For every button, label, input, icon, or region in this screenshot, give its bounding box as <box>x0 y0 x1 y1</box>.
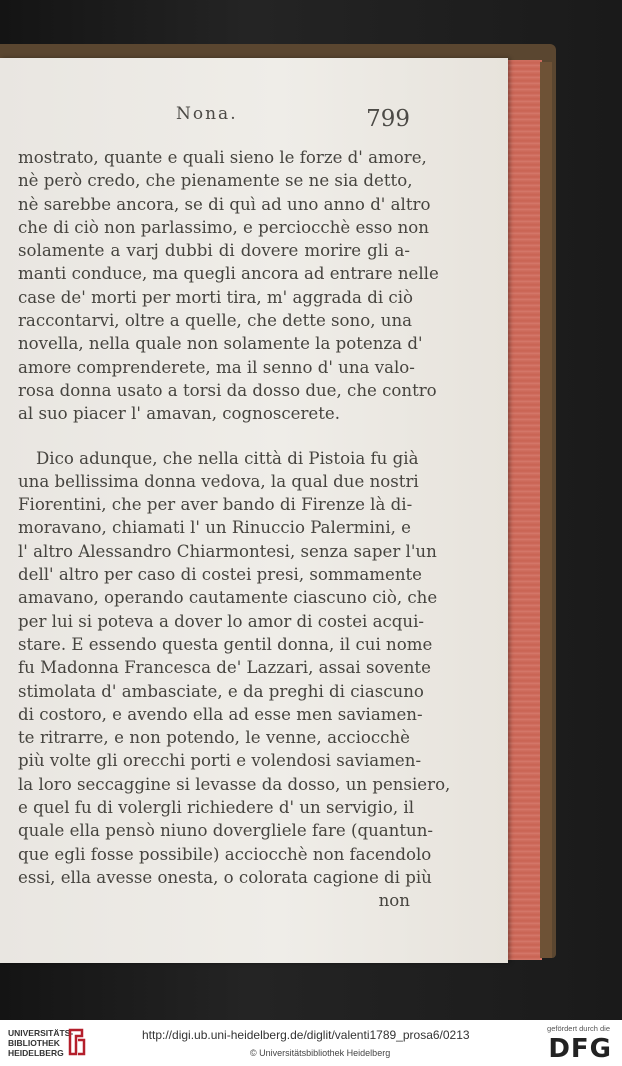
text-line: l' altro Alessandro Chiarmontesi, senza saper l'un <box>18 541 437 561</box>
text-line: novella, nella quale non solamente la potenza d' <box>18 334 423 354</box>
text-line: raccontarvi, oltre a quelle, che dette sono, una <box>18 311 413 331</box>
library-logo <box>8 1028 73 1058</box>
text-line: Fiorentini, che per aver bando di Firenze là di- <box>18 495 413 515</box>
dfg-logo: DFG <box>548 1034 612 1064</box>
text-line: la loro seccaggine si levasse da dosso, un pensiero, <box>18 774 451 794</box>
text-line: fu Madonna Francesca de' Lazzari, assai sovente <box>18 658 431 678</box>
source-url-link[interactable]: http://digi.ub.uni-heidelberg.de/diglit/valenti1789_prosa6/0213 <box>142 1028 470 1042</box>
paragraph-1 <box>18 146 439 426</box>
text-line: dell' altro per caso di costei presi, sommamente <box>18 565 422 585</box>
text-line: al suo piacer l' amavan, cognoscerete. <box>18 404 340 424</box>
text-line: nè sarebbe ancora, se di quì ad uno anno d' altro <box>18 194 431 214</box>
text-line: di costoro, e avendo ella ad esse men saviamen- <box>18 704 423 724</box>
text-line: manti conduce, ma quegli ancora ad entrare nelle <box>18 264 439 284</box>
paragraph-2 <box>18 447 451 890</box>
page-edge-red <box>508 60 542 960</box>
text-line: rosa donna usato a torsi da dosso due, che contro <box>18 380 437 400</box>
book-spine-edge <box>540 62 552 958</box>
text-line: per lui si poteva a dover lo amor di costei acqui- <box>18 611 425 631</box>
text-line: amore comprenderete, ma il senno d' una valo- <box>18 357 415 377</box>
text-line: solamente a varj dubbi di dovere morire gli a- <box>18 241 410 261</box>
library-mark-icon <box>66 1026 86 1058</box>
text-line: moravano, chiamati l' un Rinuccio Palermini, e <box>18 518 412 538</box>
text-line: stimolata d' ambasciate, e da preghi di ciascuno <box>18 681 424 701</box>
text-line: una bellissima donna vedova, la qual due nostri <box>18 471 419 491</box>
library-name-line3: HEIDELBERG <box>8 1048 64 1058</box>
copyright-text: © Universitätsbibliothek Heidelberg <box>250 1048 391 1058</box>
text-line: mostrato, quante e quali sieno le forze d' amore, <box>18 148 427 167</box>
library-name-line1: UNIVERSITÄTS- <box>8 1028 74 1038</box>
text-line: nè però credo, che pienamente se ne sia detto, <box>18 171 413 191</box>
page-number: 799 <box>366 106 410 132</box>
body-text <box>18 146 451 913</box>
text-line: e quel fu di volergli richiedere d' un servigio, il <box>18 798 415 818</box>
text-line: Dico adunque, che nella città di Pistoia fu già <box>36 448 419 468</box>
dfg-funding-note: gefördert durch die <box>547 1024 610 1033</box>
text-line: case de' morti per morti tira, m' aggrada di ciò <box>18 287 414 307</box>
text-line: amavano, operando cautamente ciascuno ciò, che <box>18 588 438 608</box>
catchword: non <box>378 891 410 911</box>
footer-bar <box>0 1020 622 1066</box>
text-line: che di ciò non parlassimo, e perciocchè esso non <box>18 217 429 237</box>
library-name-line2: BIBLIOTHEK <box>8 1038 60 1048</box>
text-line: essi, ella avesse onesta, o colorata cagione di più <box>18 867 432 887</box>
text-line: te ritrarre, e non potendo, le venne, acciocchè <box>18 728 410 748</box>
running-head: Nona. <box>176 104 238 124</box>
text-line: stare. E essendo questa gentil donna, il cui nome <box>18 634 433 654</box>
paragraph-gap <box>18 426 410 447</box>
text-line: que egli fosse possibile) acciocchè non facendolo <box>18 844 432 864</box>
text-line: quale ella pensò niuno dovergliele fare (quantun- <box>18 821 434 841</box>
text-line: più volte gli orecchi porti e volendosi saviamen- <box>18 751 422 771</box>
